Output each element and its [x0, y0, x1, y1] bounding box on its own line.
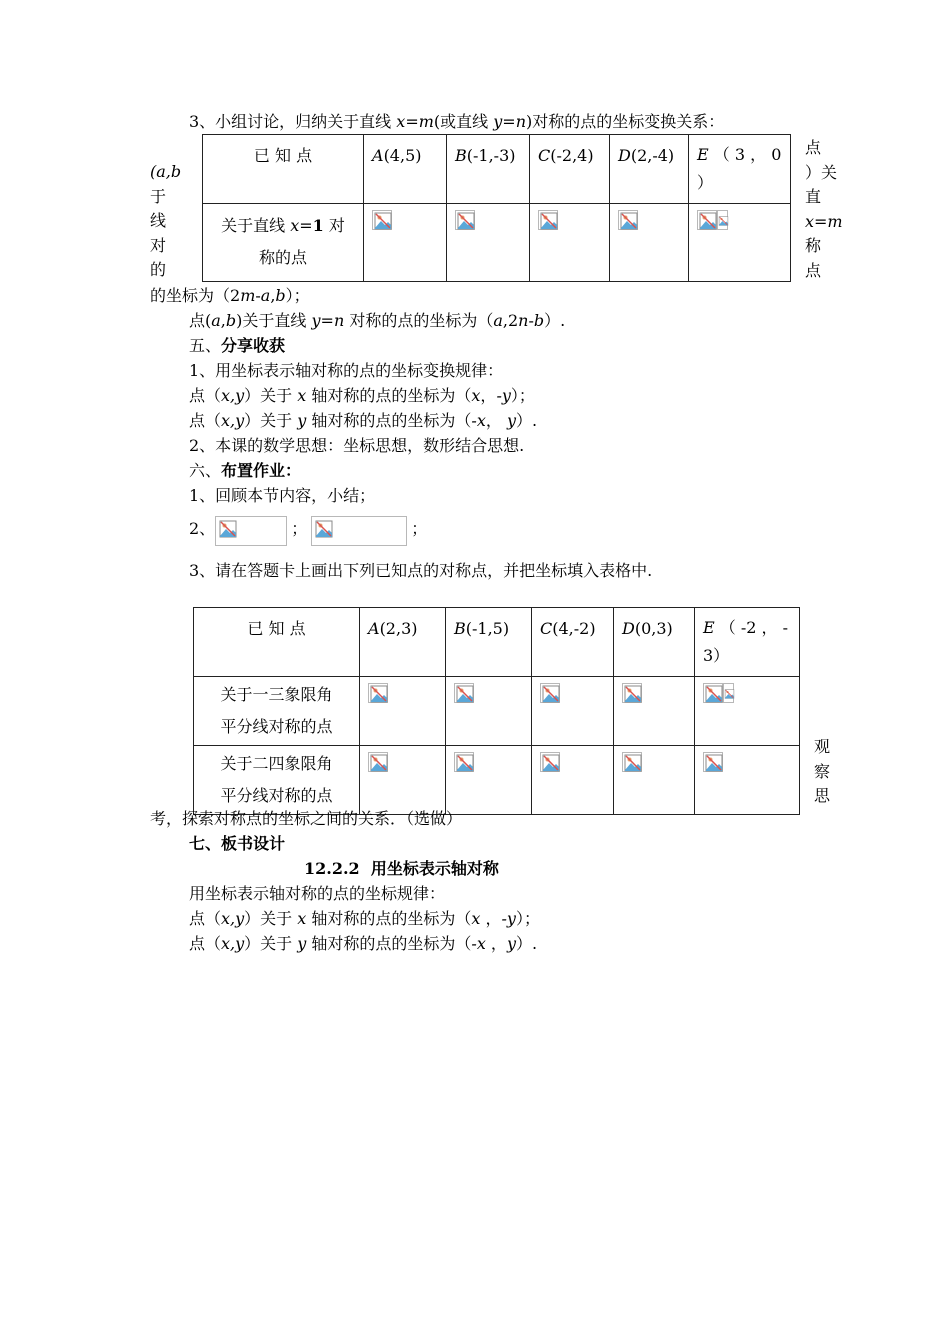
broken-image-icon: [622, 683, 642, 703]
broken-image-icon: [368, 752, 388, 772]
section7-subtitle: 12.2.2 用坐标表示轴对称: [304, 859, 499, 878]
broken-image-icon: [454, 683, 474, 703]
section6-item2: 2、 ； ；: [189, 513, 427, 546]
table2-header-label: 已 知 点: [194, 608, 360, 677]
section7-rule-y: 点（x,y）关于 y 轴对称的点的坐标为（-x ，y）.: [189, 934, 538, 953]
table1-point-d: D(2,-4): [610, 135, 689, 204]
observe-wrapped-text: 观 察 思: [814, 737, 831, 805]
section5-item2: 2、本课的数学思想：坐标思想，数形结合思想.: [189, 436, 525, 455]
section7-heading: 七、板书设计: [189, 834, 286, 853]
broken-image-icon: [455, 210, 475, 230]
table2-row2-label: 关于二四象限角 平分线对称的点: [194, 746, 360, 815]
broken-image-icon: [618, 210, 638, 230]
broken-image-icon: [703, 752, 723, 772]
table2-point-a: A(2,3): [360, 608, 446, 677]
table2-point-c: C(4,-2): [532, 608, 614, 677]
section5-item1: 1、用坐标表示轴对称的点的坐标变换规律：: [189, 361, 504, 380]
section7-line1: 用坐标表示轴对称的点的坐标规律：: [189, 884, 446, 903]
table1-point-c: C(-2,4): [530, 135, 610, 204]
table1-header-label: 已 知 点: [203, 135, 364, 204]
table2-row1-label: 关于一三象限角 平分线对称的点: [194, 677, 360, 746]
broken-image-icon: [538, 210, 558, 230]
broken-image-icon: [622, 752, 642, 772]
rule-line-n: 点(a,b)关于直线 y=n 对称的点的坐标为（a,2n-b）.: [189, 311, 566, 330]
table1-row-label: 关于直线 x=1 对 称的点: [203, 204, 364, 282]
broken-image-icon: [311, 516, 407, 546]
section5-rule-y: 点（x,y）关于 y 轴对称的点的坐标为（-x， y）.: [189, 411, 538, 430]
section7-rule-x: 点（x,y）关于 x 轴对称的点的坐标为（x ，-y）；: [189, 909, 540, 928]
section3-intro: 3、小组讨论，归纳关于直线 x=m(或直线 y=n)对称的点的坐标变换关系：: [189, 112, 725, 131]
section6-heading: 六、布置作业：: [189, 461, 302, 480]
section5-heading: 五、分享收获: [189, 336, 286, 355]
broken-image-icon: [540, 683, 560, 703]
section6-item3: 3、请在答题卡上画出下列已知点的对称点，并把坐标填入表格中.: [189, 561, 653, 580]
table2-point-d: D(0,3): [614, 608, 695, 677]
table2-point-e: E （ -2 ， - 3）: [695, 608, 800, 677]
symmetry-table-1: [202, 134, 791, 282]
broken-image-icon: [215, 516, 287, 546]
table1-point-e: E （ 3 ， 0 ）: [689, 135, 791, 204]
section6-item1: 1、回顾本节内容，小结；: [189, 486, 376, 505]
section5-rule-x: 点（x,y）关于 x 轴对称的点的坐标为（x，-y）；: [189, 386, 535, 405]
broken-image-icon: [717, 210, 728, 230]
broken-image-icon: [454, 752, 474, 772]
broken-image-icon: [703, 683, 723, 703]
observe-tail: 考，探索对称点的坐标之间的关系．（选做）: [150, 809, 463, 828]
table1-point-a: A(4,5): [364, 135, 447, 204]
broken-image-icon: [372, 210, 392, 230]
symmetry-table-2: [193, 607, 800, 815]
rule-line-m: 的坐标为（2m-a,b）；: [150, 286, 310, 305]
table2-point-b: B(-1,5): [446, 608, 532, 677]
broken-image-icon: [540, 752, 560, 772]
left-wrapped-text: (a,b 于 线 对 的: [150, 162, 182, 279]
right-wrapped-text: 点 ）关 直 x=m 称 点: [805, 138, 843, 280]
broken-image-icon: [723, 683, 734, 703]
broken-image-icon: [368, 683, 388, 703]
table1-point-b: B(-1,-3): [447, 135, 530, 204]
broken-image-icon: [697, 210, 717, 230]
